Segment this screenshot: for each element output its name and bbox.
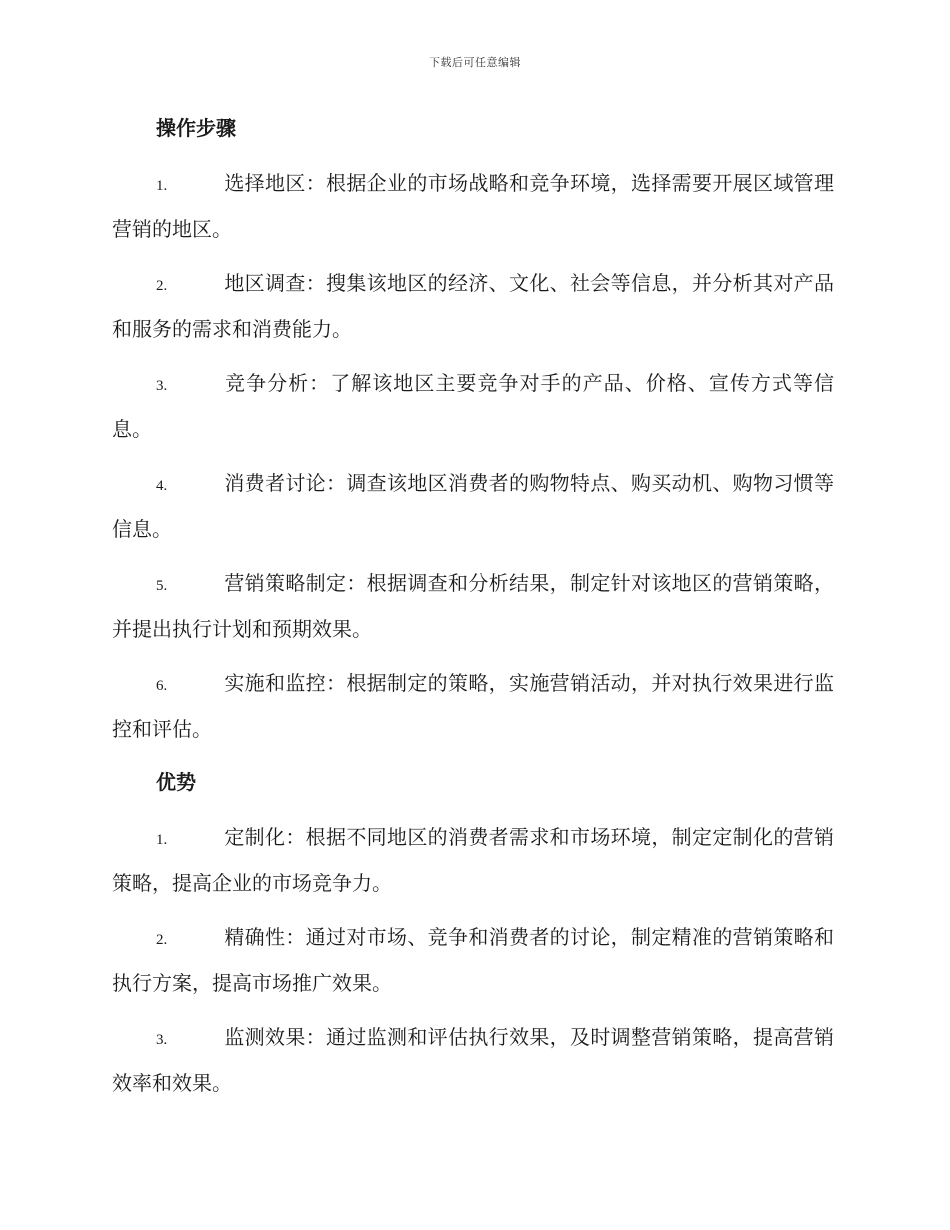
list-item: [112, 662, 834, 751]
section-title: 优势: [156, 770, 196, 794]
item-number: 5.: [156, 578, 168, 594]
steps-list: [112, 162, 834, 751]
item-number: 2.: [156, 932, 168, 948]
list-item: [112, 362, 834, 451]
item-number: 4.: [156, 478, 168, 494]
section-title: 操作步骤: [156, 116, 236, 140]
item-number: 6.: [156, 678, 168, 694]
list-item: [112, 262, 834, 351]
list-item: [112, 916, 834, 1005]
item-number: 3.: [156, 1032, 168, 1048]
item-text: 监测效果：通过监测和评估执行效果，及时调整营销策略，提高营销效率和效果。: [112, 1025, 834, 1095]
item-text: 精确性：通过对市场、竞争和消费者的讨论，制定精准的营销策略和执行方案，提高市场推广效果。: [112, 925, 834, 995]
document-content: [112, 108, 834, 1116]
section-advantages: [112, 762, 834, 1105]
list-item: [112, 562, 834, 651]
list-item: [112, 816, 834, 905]
item-text: 竞争分析：了解该地区主要竞争对手的产品、价格、宣传方式等信息。: [112, 371, 834, 441]
item-text: 消费者讨论：调查该地区消费者的购物特点、购买动机、购物习惯等信息。: [112, 471, 834, 541]
item-text: 定制化：根据不同地区的消费者需求和市场环境，制定定制化的营销策略，提高企业的市场竞争力。: [112, 825, 834, 895]
list-item: [112, 462, 834, 551]
header-note: 下载后可任意编辑: [429, 56, 521, 69]
section-steps: [112, 108, 834, 751]
item-text: 营销策略制定：根据调查和分析结果，制定针对该地区的营销策略，并提出执行计划和预期效果。: [112, 571, 834, 641]
list-item: [112, 162, 834, 251]
item-number: 3.: [156, 378, 168, 394]
item-number: 2.: [156, 278, 168, 294]
item-text: 选择地区：根据企业的市场战略和竞争环境，选择需要开展区域管理营销的地区。: [112, 171, 834, 241]
item-number: 1.: [156, 178, 168, 194]
item-text: 地区调查：搜集该地区的经济、文化、社会等信息，并分析其对产品和服务的需求和消费能力。: [112, 271, 834, 341]
advantages-list: [112, 816, 834, 1105]
item-text: 实施和监控：根据制定的策略，实施营销活动，并对执行效果进行监控和评估。: [112, 671, 834, 741]
list-item: [112, 1016, 834, 1105]
item-number: 1.: [156, 832, 168, 848]
